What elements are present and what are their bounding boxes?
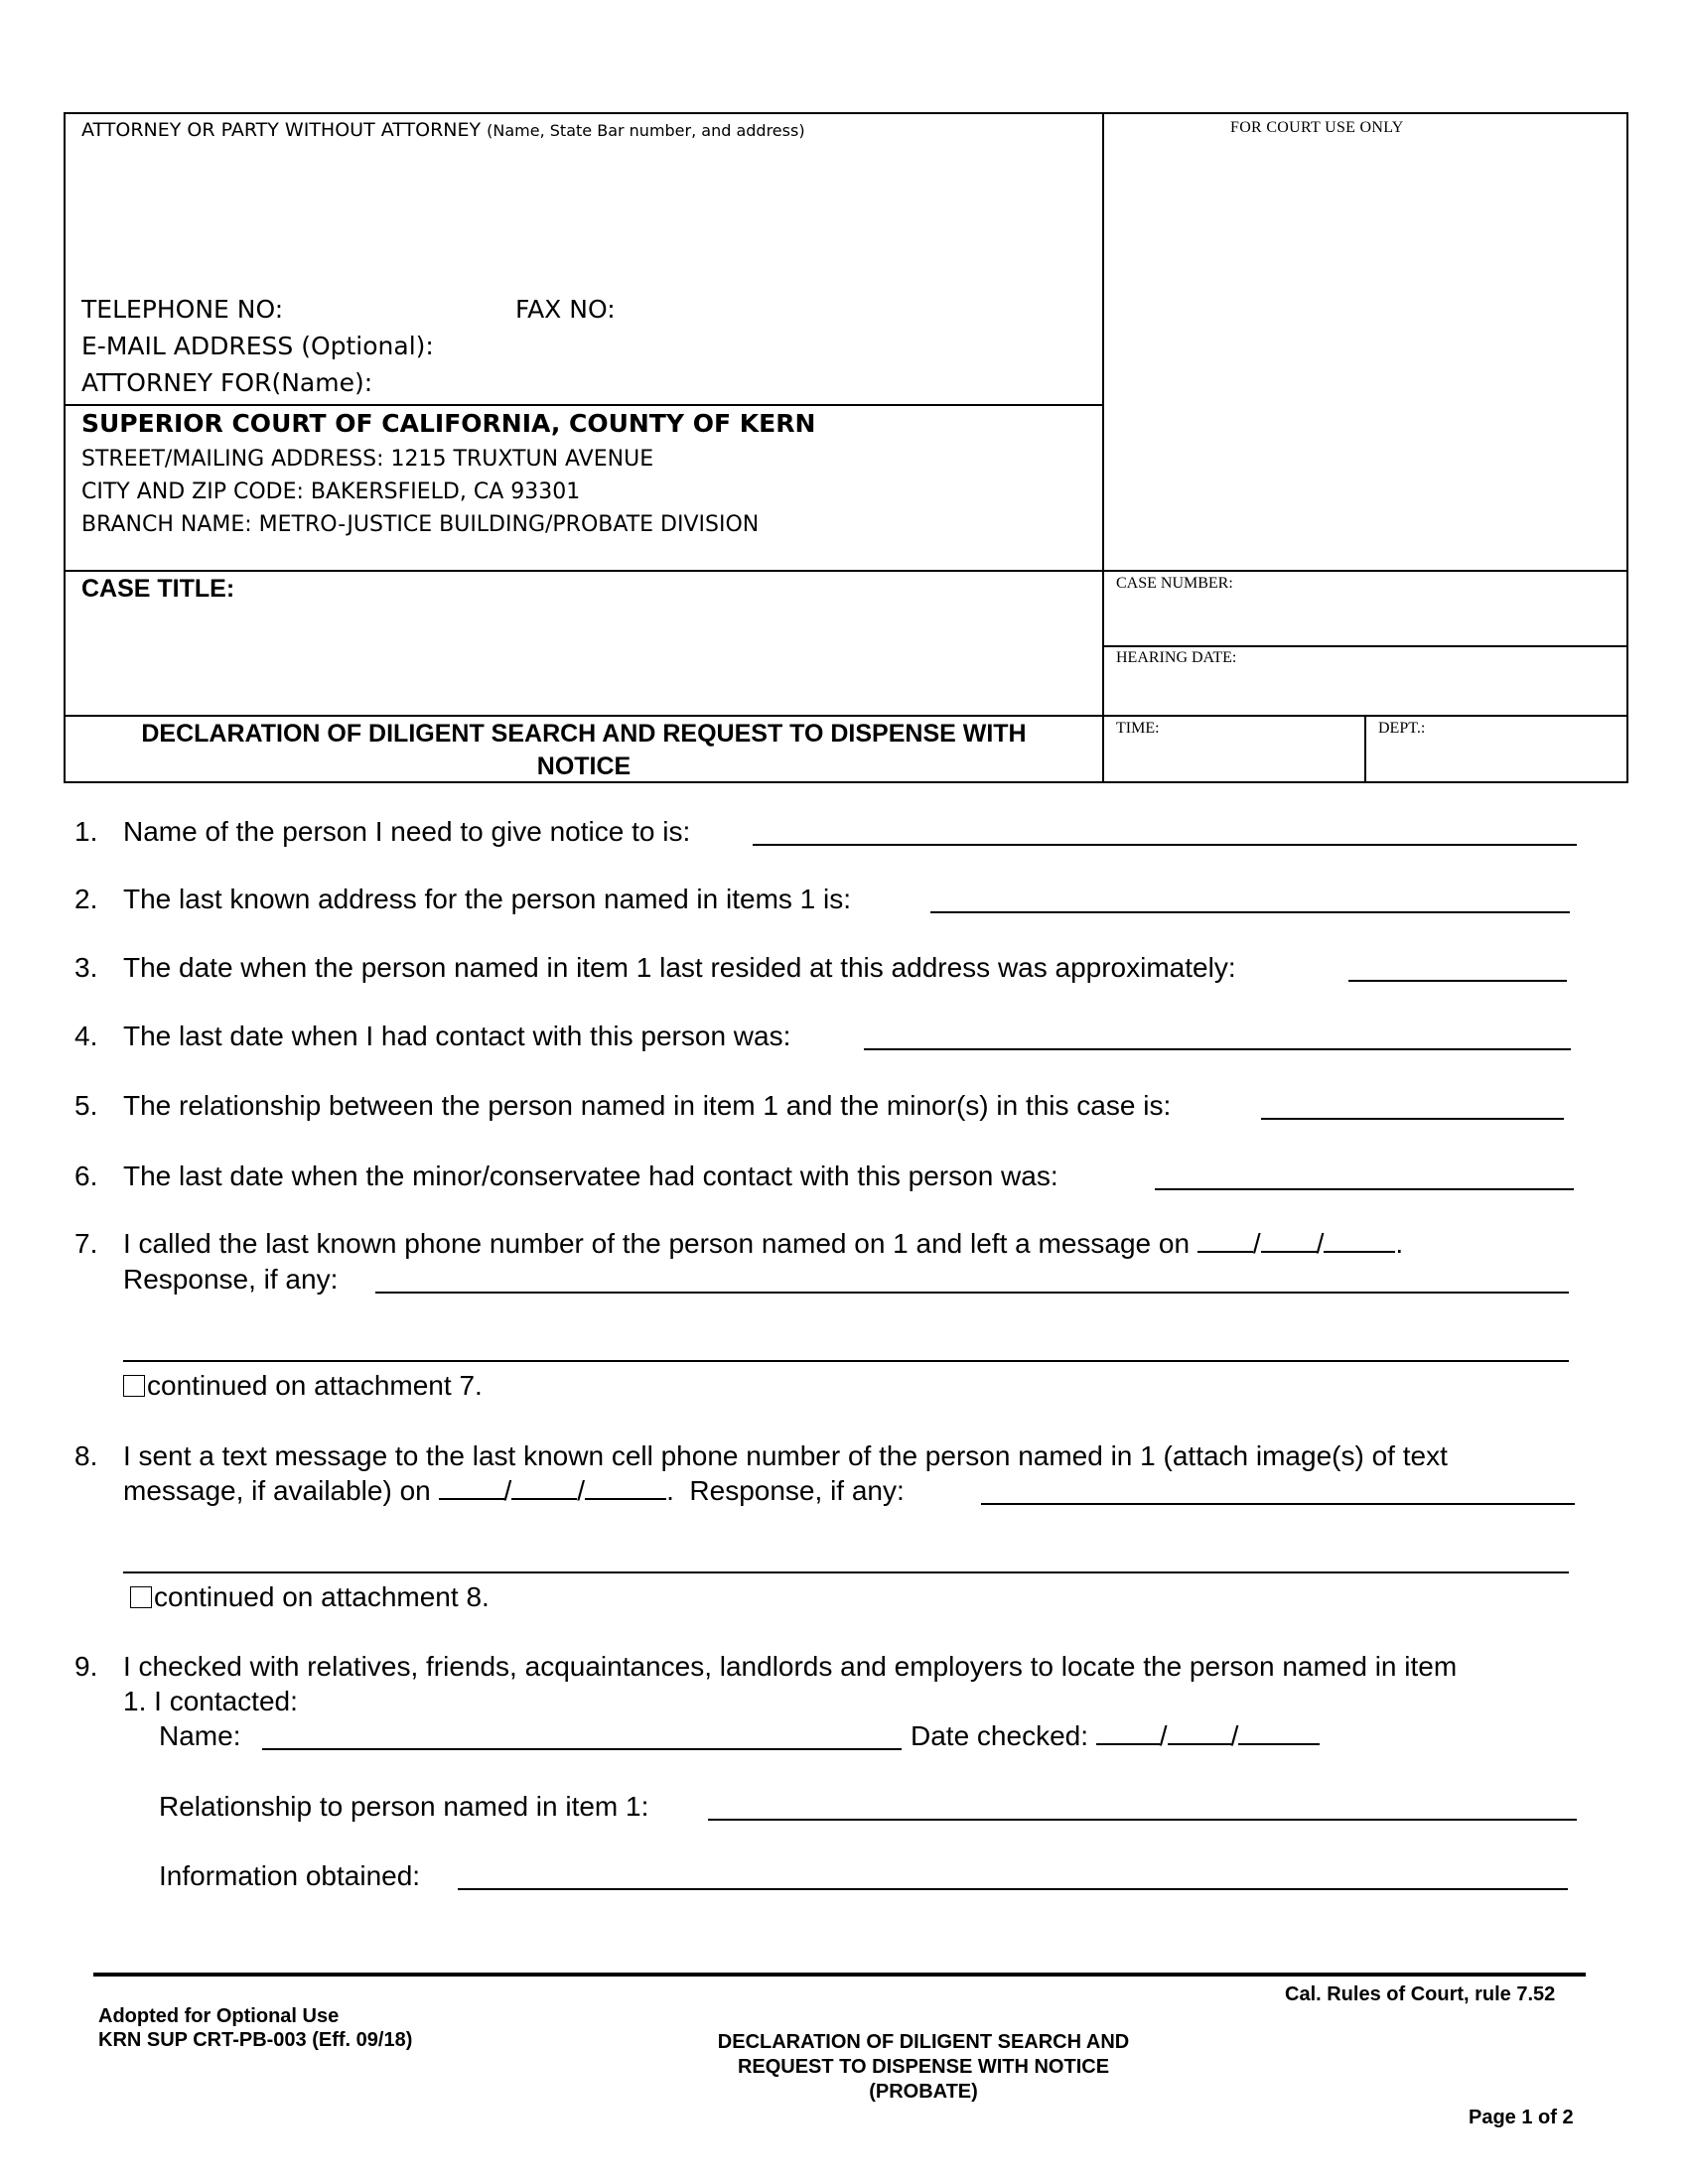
item-2-number: 2.: [74, 884, 98, 914]
item-9-information-label: Information obtained:: [159, 1860, 421, 1891]
item-4-text: The last date when I had contact with this person was:: [123, 1021, 791, 1051]
item-4-blank[interactable]: [864, 1048, 1571, 1050]
item-8-month-blank[interactable]: [439, 1474, 504, 1500]
item-2-text: The last known address for the person named in items 1 is:: [123, 884, 852, 914]
item-9-name-blank[interactable]: [262, 1748, 902, 1750]
item-8-response-blank[interactable]: [981, 1503, 1575, 1505]
fax-label: FAX NO:: [515, 295, 616, 324]
item-8-continued-text: continued on attachment 8.: [154, 1581, 490, 1612]
item-8-day-blank[interactable]: [511, 1474, 577, 1500]
item-9-year-blank[interactable]: [1238, 1719, 1320, 1745]
item-3-number: 3.: [74, 952, 98, 983]
item-7-text: I called the last known phone number of the person named on 1 and left a message on: [123, 1228, 1191, 1259]
footer-form-id: KRN SUP CRT-PB-003 (Eff. 09/18): [98, 2029, 413, 2051]
item-8-continued-row: [130, 1580, 490, 1614]
item-9-relationship-blank[interactable]: [708, 1819, 1577, 1821]
footer-adopted: Adopted for Optional Use: [98, 2005, 340, 2027]
hearing-date-label: HEARING DATE:: [1116, 649, 1237, 666]
item-6-blank[interactable]: [1155, 1188, 1574, 1190]
item-3-text: The date when the person named in item 1 last resided at this address was approximately:: [123, 952, 1236, 983]
item-5-number: 5.: [74, 1090, 98, 1121]
header-divider: [1102, 114, 1104, 781]
rule-case-top: [66, 570, 1628, 572]
item-5-blank[interactable]: [1261, 1118, 1564, 1120]
item-8-text-b: Response, if any:: [689, 1475, 905, 1506]
item-9-month-blank[interactable]: [1096, 1719, 1160, 1745]
item-6-number: 6.: [74, 1160, 98, 1191]
item-9-relationship-label: Relationship to person named in item 1:: [159, 1791, 649, 1822]
item-6-text: The last date when the minor/conservatee had contact with this person was:: [123, 1160, 1058, 1191]
footer-title-line2: REQUEST TO DISPENSE WITH NOTICE: [737, 2056, 1110, 2078]
footer-title-line1: DECLARATION OF DILIGENT SEARCH AND: [717, 2031, 1130, 2053]
item-5-text: The relationship between the person named in item 1 and the minor(s) in this case is:: [123, 1090, 1172, 1121]
item-8-line2: message, if available) on / / . Response, if any:: [123, 1475, 905, 1506]
item-1-text: Name of the person I need to give notice to is:: [123, 816, 691, 847]
item-1-blank[interactable]: [753, 844, 1577, 846]
email-label: E-MAIL ADDRESS (Optional):: [81, 332, 434, 360]
footer-rules: Cal. Rules of Court, rule 7.52: [1285, 1983, 1556, 2005]
rule-hearing-top: [1102, 645, 1628, 647]
item-8-year-blank[interactable]: [585, 1474, 666, 1500]
item-7-day-blank[interactable]: [1261, 1227, 1317, 1253]
branch-name: BRANCH NAME: METRO-JUSTICE BUILDING/PROBATE DIVISION: [81, 512, 760, 537]
item-7-response-blank[interactable]: [375, 1292, 1569, 1294]
telephone-label: TELEPHONE NO:: [81, 295, 284, 324]
footer-title: [616, 2030, 1231, 2105]
time-label: TIME:: [1116, 720, 1160, 737]
case-title-label: CASE TITLE:: [81, 575, 235, 603]
item-7-response-label: Response, if any:: [123, 1264, 339, 1295]
item-8-number: 8.: [74, 1440, 98, 1471]
item-7-line1: I called the last known phone number of the person named on 1 and left a message on / / .: [123, 1228, 1404, 1259]
item-9-date-checked-label: Date checked:: [911, 1720, 1088, 1751]
item-9-line2: 1. I contacted:: [123, 1686, 298, 1716]
street-address: STREET/MAILING ADDRESS: 1215 TRUXTUN AVENUE: [81, 447, 654, 472]
form-title-line1: DECLARATION OF DILIGENT SEARCH AND REQUEST TO DISPENSE WITH: [141, 720, 1027, 748]
city-zip: CITY AND ZIP CODE: BAKERSFIELD, CA 93301: [81, 479, 581, 504]
item-1-number: 1.: [74, 816, 98, 847]
item-9-number: 9.: [74, 1651, 98, 1682]
item-8-text-a: message, if available) on: [123, 1475, 431, 1506]
dept-label: DEPT.:: [1378, 720, 1426, 737]
item-7-continued-row: [123, 1369, 483, 1403]
item-9-line1: I checked with relatives, friends, acquaintances, landlords and employers to locate the person named in item: [123, 1651, 1458, 1682]
footer-title-line3: (PROBATE): [869, 2081, 978, 2103]
footer-page: Page 1 of 2: [1469, 2107, 1574, 2128]
item-3-blank[interactable]: [1348, 980, 1567, 982]
item-8-continued-checkbox[interactable]: [130, 1586, 152, 1608]
item-7-month-blank[interactable]: [1197, 1227, 1253, 1253]
attorney-label-group: [81, 119, 805, 141]
time-dept-divider: [1364, 715, 1366, 783]
item-9-name-label: Name:: [159, 1720, 241, 1751]
item-4-number: 4.: [74, 1021, 98, 1051]
court-name: SUPERIOR COURT OF CALIFORNIA, COUNTY OF KERN: [81, 409, 816, 438]
item-9-date-row: Date checked: / /: [911, 1719, 1320, 1753]
item-9-day-blank[interactable]: [1168, 1719, 1231, 1745]
item-7-continued-checkbox[interactable]: [123, 1375, 145, 1397]
form-title: [66, 718, 1102, 783]
item-7-number: 7.: [74, 1228, 98, 1259]
item-7-continued-text: continued on attachment 7.: [147, 1370, 483, 1401]
item-8-line1: I sent a text message to the last known cell phone number of the person named in 1 (attach image(s) of text: [123, 1440, 1448, 1471]
footer-rule: [93, 1973, 1586, 1977]
rule-court-top: [66, 404, 1102, 406]
attorney-label: ATTORNEY OR PARTY WITHOUT ATTORNEY: [81, 119, 482, 141]
item-8-response-blank-2[interactable]: [123, 1571, 1569, 1573]
attorney-for-label: ATTORNEY FOR(Name):: [81, 368, 373, 397]
rule-title-top: [66, 715, 1628, 717]
form-title-line2: NOTICE: [536, 752, 632, 780]
item-7-year-blank[interactable]: [1324, 1227, 1395, 1253]
item-2-blank[interactable]: [930, 911, 1570, 913]
court-use-label: FOR COURT USE ONLY: [1230, 119, 1404, 136]
caption-header: [64, 112, 1628, 783]
attorney-sublabel: (Name, State Bar number, and address): [487, 121, 805, 140]
item-7-response-blank-2[interactable]: [123, 1360, 1569, 1362]
case-number-label: CASE NUMBER:: [1116, 575, 1233, 592]
item-9-information-blank[interactable]: [458, 1888, 1568, 1890]
